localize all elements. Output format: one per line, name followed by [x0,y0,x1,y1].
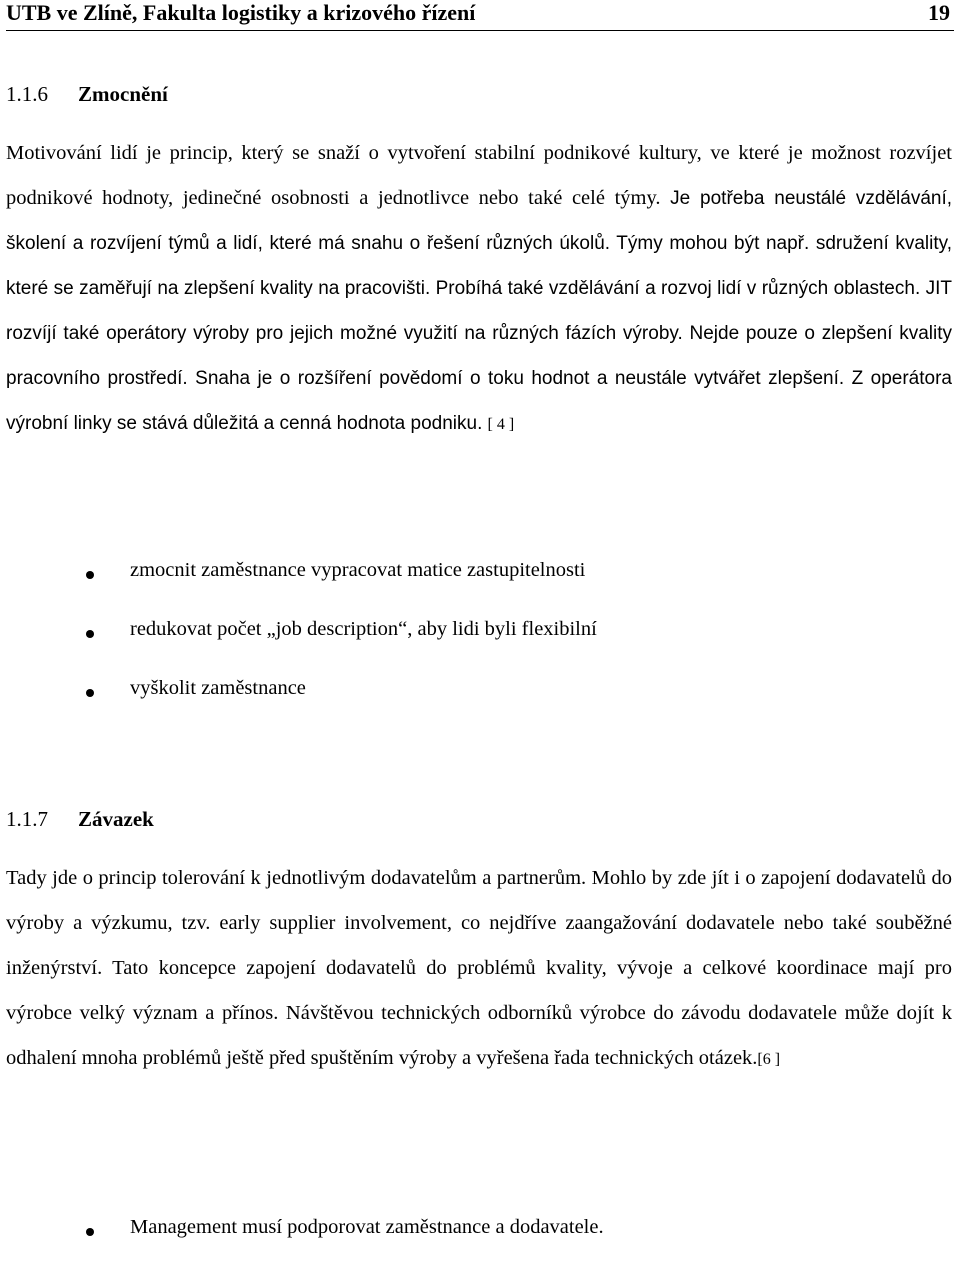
section-heading-1-1-7 [6,807,154,832]
header-title: UTB ve Zlíně, Fakulta logistiky a krizového řízení [6,0,476,25]
paragraph-body: Je potřeba neustálé vzdělávání, školení a rozvíjení týmů a lidí, které má snahu o řešení různých úkolů. Týmy mohou být např. sdružení kvality, které se zaměřují na zlepšení kvality na pracovišti. Probíhá také vzdělávání a rozvoj lidí v různých oblastech. JIT rozvíjí také operátory výroby pro jejich možné využití na různých fázích výroby. Nejde pouze o zlepšení kvality pracovního prostředí. Snaha je o rozšíření povědomí o toku hodnot a neustále vytvářet zlepšení. Z operátora výrobní linky se stává důležitá a cenná hodnota podniku. [6,188,953,434]
citation-ref: [6 ] [757,1051,781,1068]
list-item-text: vyškolit zaměstnance [130,677,306,699]
paragraph-intro: Motivování lidí je princip, který se snaží o vytvoření stabilní podnikové kultury, ve které je možnost rozvíjet podnikové hodnoty, jedinečné osobnosti a jednotlivce nebo také celé týmy. [6,142,952,209]
page-number: 19 [928,0,950,25]
paragraph-empowerment [6,131,952,447]
bullet-icon [86,630,94,638]
citation-ref: [ 4 ] [487,416,515,433]
section-heading-1-1-6 [6,82,168,107]
section-number: 1.1.7 [6,807,48,831]
bullet-icon [86,1228,94,1236]
paragraph-body: Tady jde o princip tolerování k jednotlivým dodavatelům a partnerům. Mohlo by zde jít i o zapojení dodavatelů do výroby a výzkumu, tzv. early supplier involvement, co nejdříve zaangažování dodavatele nebo také souběžné inženýrství. Tato koncepce zapojení dodavatelů do problémů kvality, vývoje a celkové koordinace mají pro výrobce velký význam a přínos. Návštěvou technických odborníků výrobce do závodu dodavatele může dojít k odhalení mnoha problémů ještě před spuštěním výroby a vyřešena řada technických otázek. [6,867,952,1069]
section-title: Závazek [78,807,154,831]
page-header [6,0,954,31]
bullet-icon [86,571,94,579]
list-item-text: Management musí podporovat zaměstnance a dodavatele. [130,1216,604,1238]
list-item-text: redukovat počet „job description“, aby lidi byli flexibilní [130,618,597,640]
paragraph-commitment [6,856,952,1082]
bullet-icon [86,689,94,697]
list-item-text: zmocnit zaměstnance vypracovat matice zastupitelnosti [130,559,586,581]
section-number: 1.1.6 [6,82,48,106]
section-title: Zmocnění [78,82,168,106]
